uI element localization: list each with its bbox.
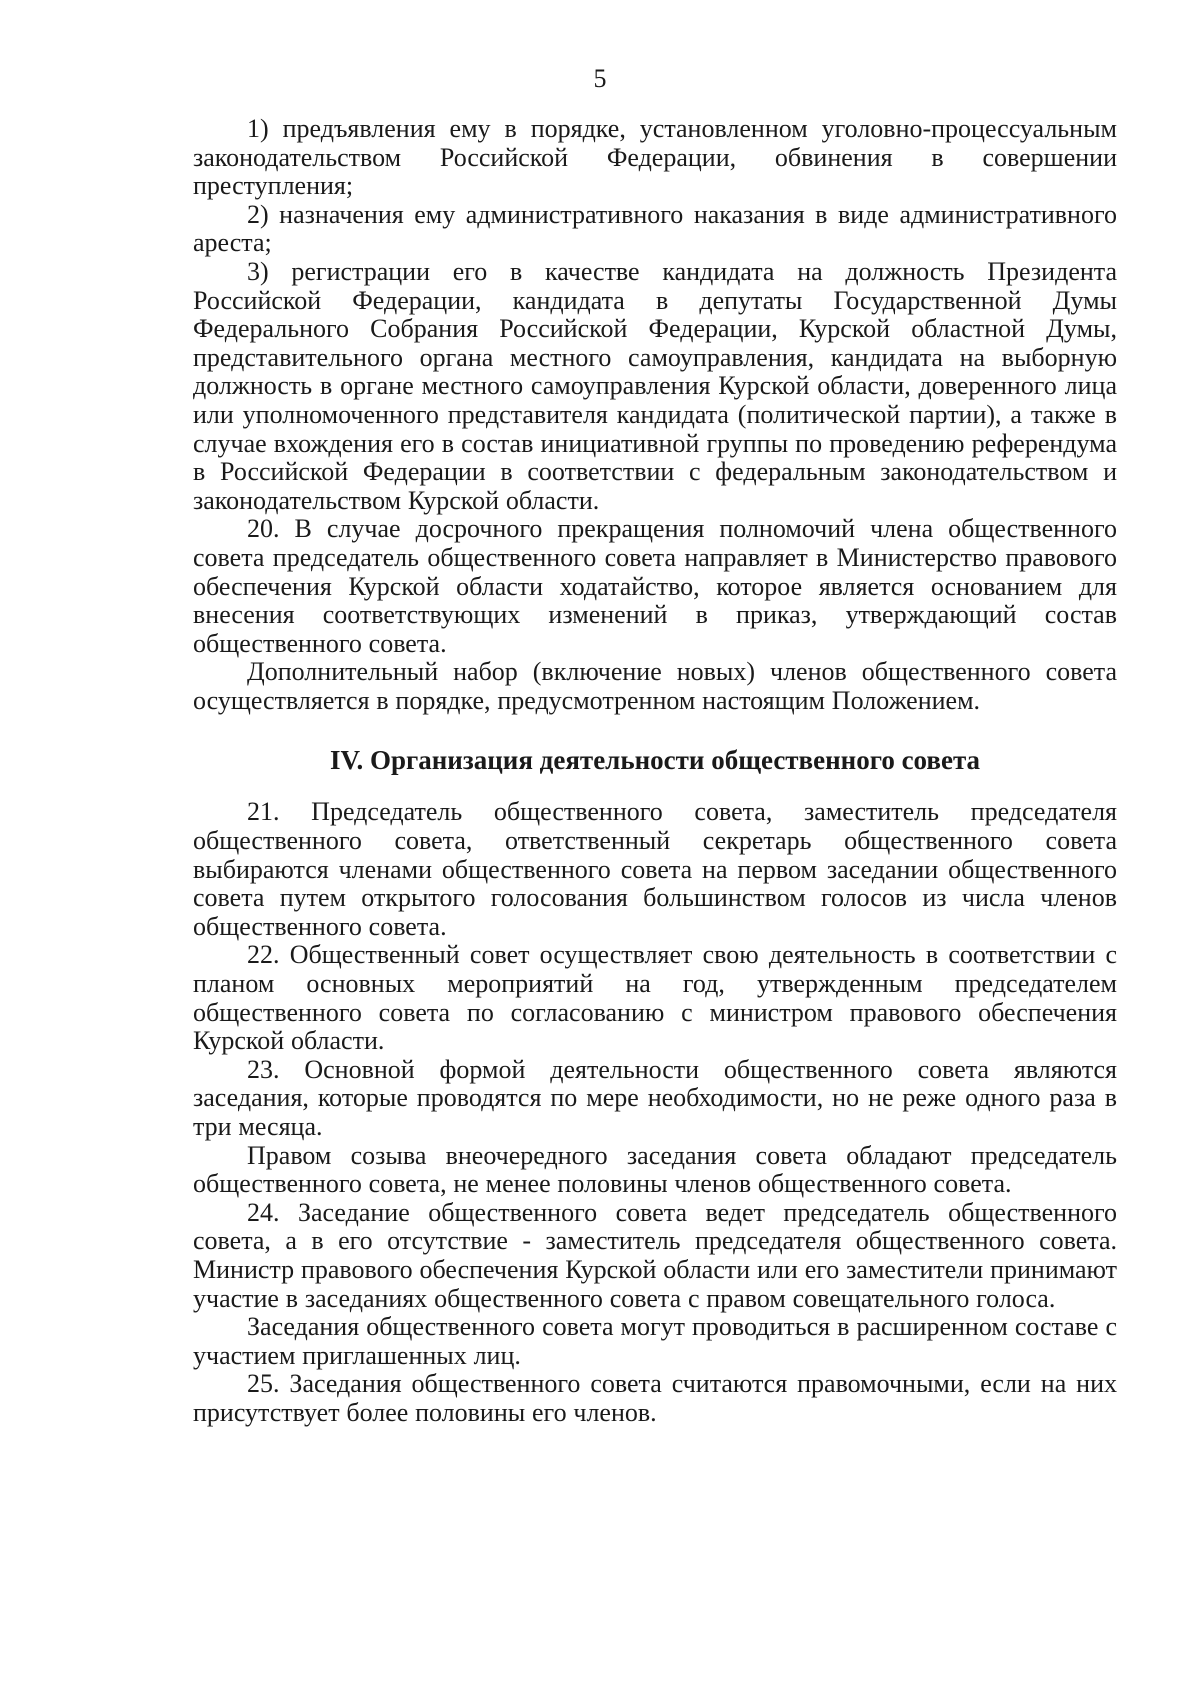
- paragraph-item-1: 1) предъявления ему в порядке, установленном уголовно-процессуальным законодательством Российской Федерации, обвинения в совершении преступления;: [193, 114, 1117, 201]
- paragraph-extraordinary-meeting: Правом созыва внеочередного заседания совета обладают председатель общественного совета, не менее половины членов общественного совета.: [193, 1140, 1117, 1199]
- paragraph-clause-22: 22. Общественный совет осуществляет свою деятельность в соответствии с планом основных мероприятий на год, утвержденным председателем общественного совета по согласованию с министром правового обеспечения Курской области.: [193, 940, 1117, 1056]
- paragraph-clause-24: 24. Заседание общественного совета ведет председатель общественного совета, а в его отсутствие - заместитель председателя общественного совета. Министр правового обеспечения Курской области или его заместители принимают участие в заседаниях общественного совета с правом совещательного голоса.: [193, 1197, 1117, 1313]
- page-number: 5: [593, 64, 607, 93]
- paragraph-item-3: 3) регистрации его в качестве кандидата на должность Президента Российской Федерации, кандидата в депутаты Государственной Думы Федерального Собрания Российской Федерации, Курской областной Думы, представительного органа местного самоуправления, кандидата на выборную должность в органе местного самоуправления Курской области, доверенного лица или уполномоченного представителя кандидата (политической партии), а также в случае вхождения его в состав инициативной группы по проведению референдума в Российской Федерации в соответствии с федеральным законодательством и законодательством Курской области.: [193, 256, 1117, 515]
- document-body: [193, 115, 1117, 1428]
- paragraph-additional-recruitment: Дополнительный набор (включение новых) членов общественного совета осуществляется в порядке, предусмотренном настоящим Положением.: [193, 657, 1117, 715]
- paragraph-clause-21: 21. Председатель общественного совета, заместитель председателя общественного совета, ответственный секретарь общественного совета выбираются членами общественного совета на первом заседании общественного совета путем открытого голосования большинством голосов из числа членов общественного совета.: [193, 797, 1117, 941]
- paragraph-item-2: 2) назначения ему административного наказания в виде административного ареста;: [193, 199, 1117, 258]
- paragraph-clause-23: 23. Основной формой деятельности общественного совета являются заседания, которые проводятся по мере необходимости, но не реже одного раза в три месяца.: [193, 1054, 1117, 1141]
- paragraph-clause-20: 20. В случае досрочного прекращения полномочий члена общественного совета председатель общественного совета направляет в Министерство правового обеспечения Курской области ходатайство, которое является основанием для внесения соответствующих изменений в приказ, утверждающий состав общественного совета.: [193, 514, 1117, 658]
- paragraph-extended-meetings: Заседания общественного совета могут проводиться в расширенном составе с участием приглашенных лиц.: [193, 1312, 1117, 1370]
- section-heading: IV. Организация деятельности общественного совета: [329, 745, 981, 776]
- paragraph-clause-25: 25. Заседания общественного совета считаются правомочными, если на них присутствует более половины его членов.: [193, 1369, 1117, 1427]
